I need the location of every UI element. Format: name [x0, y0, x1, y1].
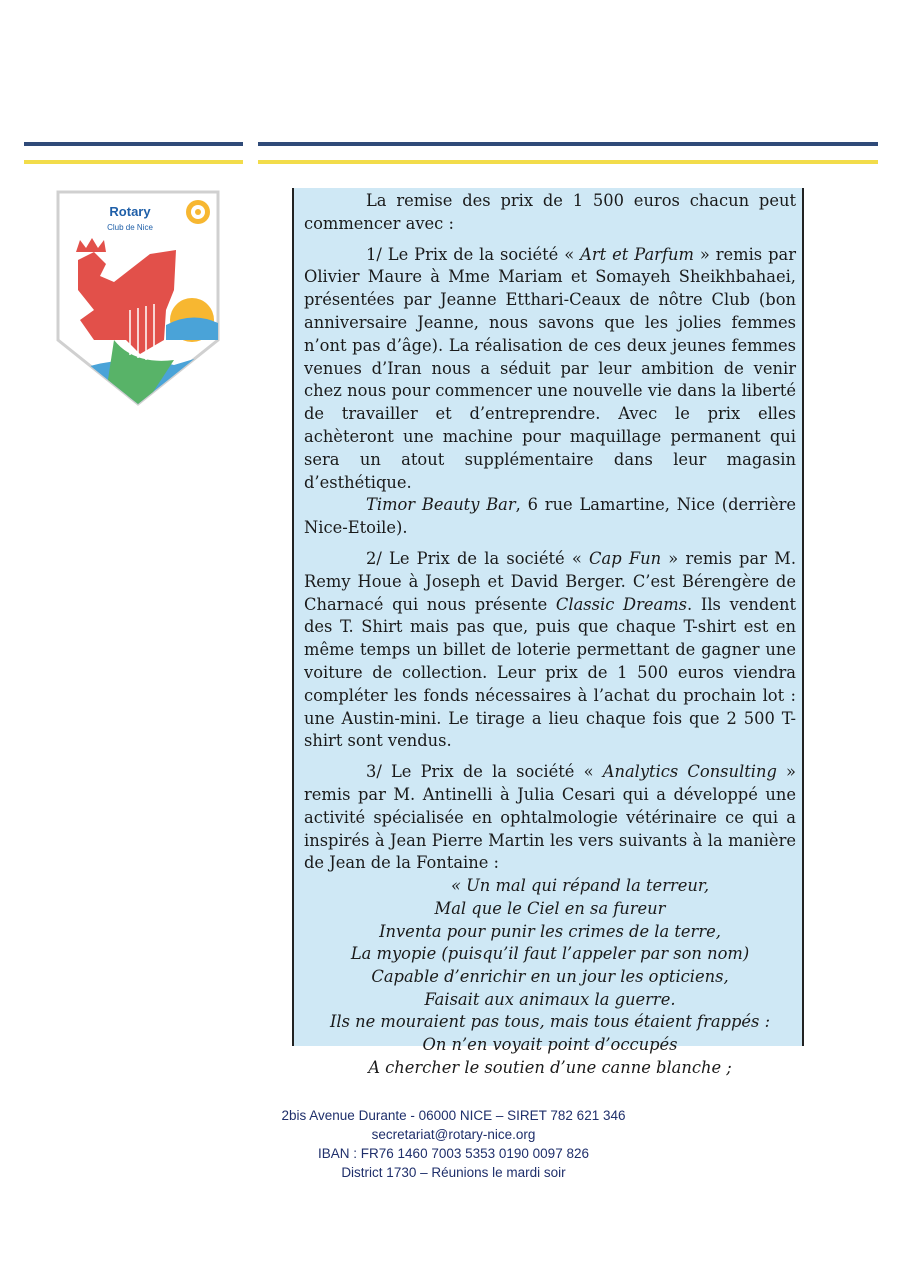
poem-line: La myopie (puisqu’il faut l’appeler par son nom) [350, 944, 750, 964]
rotary-club-logo [54, 190, 222, 406]
prize3-paragraph: 3/ Le Prix de la société « Analytics Consulting » remis par M. Antinelli à Julia Cesari qui a développé une activité spécialisée en ophtalmologie vétérinaire ce qui a inspirés à Jean Pierre Martin les vers suivants à la manière de Jean de la Fontaine : [304, 762, 797, 873]
prize1-company: Art et Parfum [580, 244, 694, 264]
poem-line: On n’en voyait point d’occupés [422, 1035, 678, 1055]
poem-line: Ils ne mouraient pas tous, mais tous étaient frappés : [329, 1012, 771, 1032]
header-rule-yellow-right [258, 160, 878, 164]
prize2-brand: Classic Dreams [555, 594, 688, 614]
poem [304, 875, 796, 1079]
logo-club-text: Club de Nice [107, 223, 153, 232]
footer [0, 1106, 905, 1182]
poem-line: Inventa pour punir les crimes de la terre, [379, 921, 721, 941]
footer-address: 2bis Avenue Durante - 06000 NICE – SIRET 782 621 346 [281, 1108, 626, 1123]
prize1-shop: Timor Beauty Bar, 6 rue Lamartine, Nice (derrière Nice-Etoile). [304, 495, 797, 538]
prize2-company: Cap Fun [589, 548, 662, 568]
header-rule-blue-right [258, 142, 878, 146]
poem-line: Capable d’enrichir en un jour les opticiens, [371, 966, 729, 986]
footer-iban: IBAN : FR76 1460 7003 5353 0190 0097 826 [318, 1146, 589, 1161]
poem-line: « Un mal qui répand la terreur, [450, 876, 710, 896]
poem-line: A chercher le soutien d’une canne blanche ; [368, 1057, 732, 1077]
poem-line: Faisait aux animaux la guerre. [424, 989, 676, 1009]
header-rule-yellow-left [24, 160, 243, 164]
prize2-paragraph: 2/ Le Prix de la société « Cap Fun » remis par M. Remy Houe à Joseph et David Berger. C’est Bérengère de Charnacé qui nous présente Classic Dreams. Ils vendent des T. Shirt mais pas que, puis que chaque T-shirt est en même temps un billet de loterie permettant de gagner une voiture de collection. Leur prix de 1 500 euros viendra compléter les fonds nécessaires à l’achat du prochain lot : une Austin-mini. Le tirage a lieu chaque fois que 2 500 T-shirt sont vendus. [304, 548, 797, 751]
article-intro: La remise des prix de 1 500 euros chacun peut commencer avec : [304, 191, 796, 233]
footer-email[interactable]: secretariat@rotary-nice.org [371, 1127, 536, 1142]
article-panel [292, 188, 804, 1077]
logo-brand-text: Rotary [109, 204, 151, 219]
header-rule-blue-left [24, 142, 243, 146]
rotary-wheel-icon [186, 200, 210, 224]
prize1-paragraph: 1/ Le Prix de la société « Art et Parfum » remis par Olivier Maure à Mme Mariam et Somayeh Sheikhbahaei, présentées par Jeanne Etthari-Ceaux de nôtre Club (bon anniversaire Jeanne, nous savons que les jolies femmes n’ont pas d’âge). La réalisation de ces deux jeunes femmes venues d’Iran nous a séduit par leur ambition de venir chez nous pour commencer une nouvelle vie dans la liberté de travailler et d’entreprendre. Avec le prix elles achèteront une machine pour maquillage permanent qui sera un atout supplémentaire dans leur magasin d’esthétique. [304, 244, 796, 492]
footer-district: District 1730 – Réunions le mardi soir [341, 1165, 566, 1180]
prize3-company: Analytics Consulting [602, 762, 777, 782]
poem-line: Mal que le Ciel en sa fureur [434, 898, 666, 918]
